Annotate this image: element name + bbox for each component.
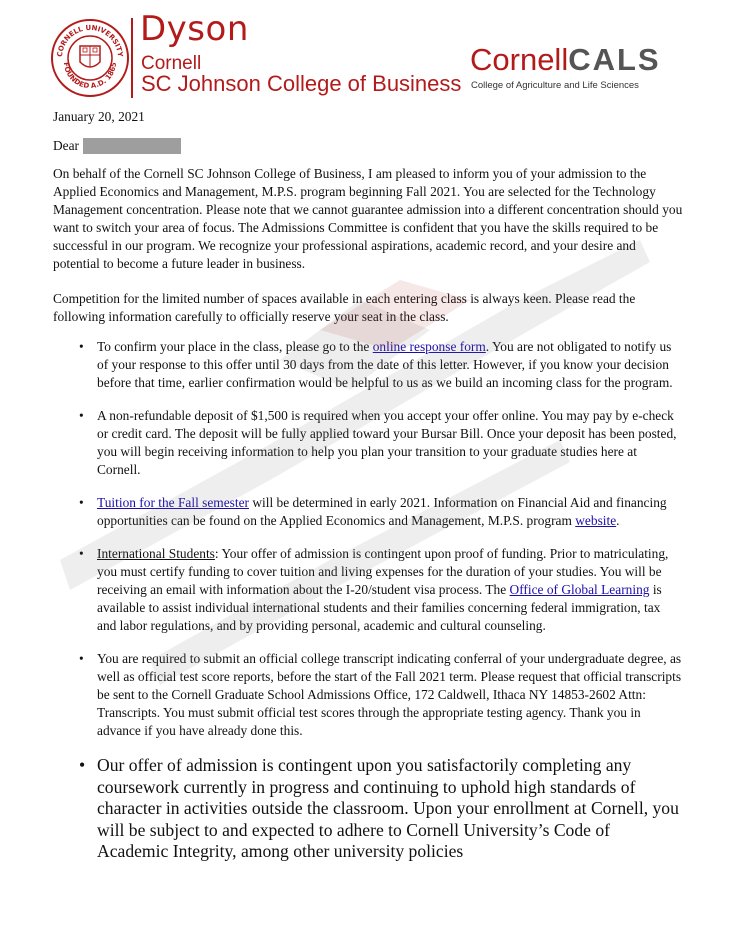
cals-text: CALS [568, 42, 661, 77]
b3-text-post: . [616, 513, 620, 528]
cals-cornell-text: Cornell [470, 42, 569, 77]
b4-text: : Your offer of admission is contingent upon proof of funding. Prior to matriculating, you must certify funding to cover tuition and living expenses for the duration of your studies. You will be receiving an email with information about the I-20/student visa process. The [97, 546, 669, 597]
b3-text: will be determined in early 2021. Information on Financial Aid and financing opportunities can be found on the Applied Economics and Management, M.P.S. program [97, 495, 667, 528]
list-item [97, 545, 683, 635]
paragraph-admission: On behalf of the Cornell SC Johnson College of Business, I am pleased to inform you of your admission to the Applied Economics and Management, M.P.S. program beginning Fall 2021. You are selected for the Technology Management concentration. Please note that we cannot guarantee admission into a different concentration should you want to switch your area of focus. The Admissions Committee is confident that you have the skills required to be successful in our program. We recognize your professional aspirations, academic record, and your desire and potential to become a future leader in business. [53, 166, 683, 271]
cornell-cals-logo [470, 44, 661, 75]
tuition-link[interactable]: Tuition for the Fall semester [97, 495, 249, 510]
dyson-logo-text: Dyson [140, 9, 249, 49]
header-divider [131, 18, 133, 98]
online-response-form-link[interactable]: online response form [372, 339, 486, 354]
letter-body [53, 108, 683, 878]
seal-bottom-text: FOUNDED A.D. 1865 [61, 61, 119, 91]
list-item: • A non-refundable deposit of $1,500 is required when you accept your offer online. You may pay by e-check or credit card. The deposit will be fully applied toward your Bursar Bill. Once your deposit has been posted, you will begin receiving information to help you plan your transition to your graduate studies here at Cornell. [97, 407, 683, 479]
cornell-logo-text: Cornell [141, 53, 202, 74]
b1-text-post: . You are not obligated to notify us of your response to this offer until 30 days from the date of this letter. However, if you know your decision before that time, earlier confirmation would be helpful to us as we build an incoming class for the program. [97, 339, 673, 390]
letter-date: January 20, 2021 [53, 109, 145, 124]
salutation-text: Dear [53, 138, 80, 153]
seal-top-text: CORNELL UNIVERSITY [55, 23, 125, 58]
international-students-label: International Students [97, 546, 215, 561]
list-item: • You are required to submit an official college transcript indicating conferral of your undergraduate degree, as well as official test score reports, before the start of the Fall 2021 term. Please request that official transcripts be sent to the Cornell Graduate School Admissions Office, 172 Caldwell, Ithaca NY 14853-2602 Attn: Transcripts. You must submit official test scores through the appropriate testing agency. Thank you in advance if you have already done this. [97, 650, 683, 740]
b4-text-post: is available to assist individual international students and their families concerning federal immigration, tax and labor regulations, and by providing personal, academic and cultural counseling. [97, 582, 662, 633]
salutation [53, 137, 683, 155]
list-item [97, 338, 683, 392]
college-name: SC Johnson College of Business [141, 71, 462, 96]
redacted-name [83, 138, 181, 154]
cornell-seal-icon [50, 18, 130, 98]
global-learning-link[interactable]: Office of Global Learning [509, 582, 650, 597]
program-website-link[interactable]: website [575, 513, 617, 528]
cals-subtitle: College of Agriculture and Life Sciences [471, 80, 639, 91]
paragraph-competition: Competition for the limited number of spaces available in each entering class is always keen. Please read the following information carefully to officially reserve your seat in the class. [53, 291, 636, 324]
list-item: • Our offer of admission is contingent upon you satisfactorily completing any coursework currently in progress and continuing to uphold high standards of character in activities outside the classroom. Upon your enrollment at Cornell, you will be subject to and expected to adhere to Cornell University’s Code of Academic Integrity, among other university policies [97, 755, 683, 863]
list-item [97, 494, 683, 530]
b1-text: To confirm your place in the class, please go to the [97, 339, 373, 354]
instructions-list [53, 338, 683, 863]
